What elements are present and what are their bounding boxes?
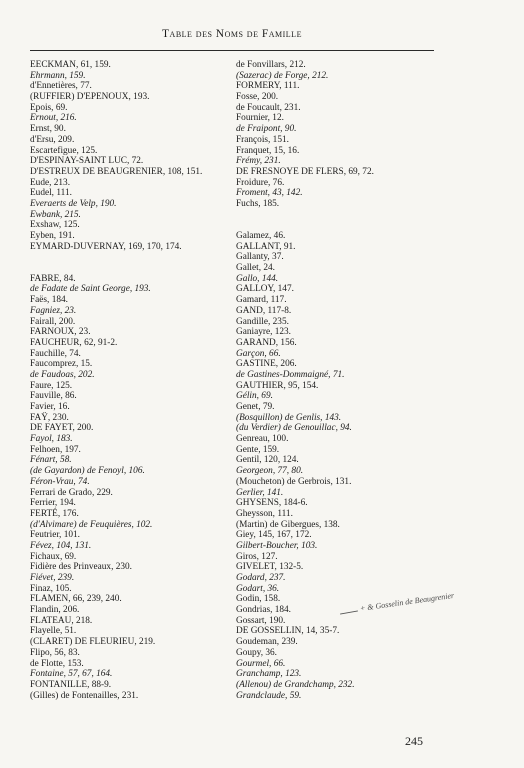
index-entry: Galamez, 46. xyxy=(236,231,286,241)
index-entry: FORMERY, 111. xyxy=(236,81,300,92)
index-entry: Godart, 36. xyxy=(236,583,280,594)
index-entry: Ewbank, 215. xyxy=(30,209,81,220)
index-entry: EECKMAN, 61, 159. xyxy=(30,60,111,70)
index-entry: FLAMEN, 66, 239, 240. xyxy=(30,594,122,605)
index-entry: Fayol, 183. xyxy=(30,434,73,445)
index-entry: GASTINE, 206. xyxy=(236,359,297,370)
section-gap xyxy=(236,220,436,231)
section-gap xyxy=(30,263,226,274)
index-entry: GIVELET, 132-5. xyxy=(236,562,304,573)
index-entry: Favier, 16. xyxy=(30,402,70,412)
index-entry: Georgeon, 77, 80. xyxy=(236,466,304,477)
index-entry: Feutrier, 101. xyxy=(30,530,80,541)
index-entry: GARAND, 156. xyxy=(236,337,297,348)
index-entry: Faure, 125. xyxy=(30,380,73,391)
index-entry: D'ESPINAY-SAINT LUC, 72. xyxy=(30,156,144,167)
index-entry: Gilbert-Boucher, 103. xyxy=(236,540,318,551)
index-entry: Féron-Vrau, 74. xyxy=(30,476,90,487)
index-entry: de Faudoas, 202. xyxy=(30,369,95,380)
index-entry: Franquet, 15, 16. xyxy=(236,145,300,156)
index-entry: FONTANILLE, 88-9. xyxy=(30,679,112,690)
index-entry: Gossart, 190. xyxy=(236,615,286,626)
index-entry: Godin, 158. xyxy=(236,594,281,605)
index-entry: (CLARET) DE FLEURIEU, 219. xyxy=(30,637,156,648)
index-entry: Fosse, 200. xyxy=(236,92,279,103)
index-entry: (RUFFIER) D'EPENOUX, 193. xyxy=(30,92,150,103)
index-entry: Fairall, 200. xyxy=(30,316,76,327)
index-entry: Grandclaude, 59. xyxy=(236,690,302,701)
index-entry: de Fonvillars, 212. xyxy=(236,60,306,70)
index-entry: Gallo, 144. xyxy=(236,273,279,284)
index-entry: de Flotte, 153. xyxy=(30,658,84,669)
index-entry: Ferrari de Grado, 229. xyxy=(30,487,113,498)
index-entry: Fagniez, 23. xyxy=(30,305,77,316)
index-entry: Giey, 145, 167, 172. xyxy=(236,530,312,541)
index-entry: Gallet, 24. xyxy=(236,263,275,274)
index-entry: Flipo, 56, 83. xyxy=(30,647,80,658)
index-entry: Ganiayre, 123. xyxy=(236,327,291,338)
index-entry: FERTÉ, 176. xyxy=(30,508,79,519)
index-entry: (du Verdier) de Genouillac, 94. xyxy=(236,423,352,434)
index-entry: (Sazerac) de Forge, 212. xyxy=(236,70,329,81)
index-entry: Ernout, 216. xyxy=(30,113,77,124)
index-entry: Gentil, 120, 124. xyxy=(236,455,299,466)
index-entry: d'Ennetières, 77. xyxy=(30,81,92,92)
index-entry: Finaz, 105. xyxy=(30,583,72,594)
index-entry: EYMARD-DUVERNAY, 169, 170, 174. xyxy=(30,241,182,252)
index-entry: Eude, 213. xyxy=(30,177,71,188)
index-entry: DE FAYET, 200. xyxy=(30,423,94,434)
index-entry: Gheysson, 111. xyxy=(236,508,293,519)
index-entry: FARNOUX, 23. xyxy=(30,327,91,338)
index-entry: Fontaine, 57, 67, 164. xyxy=(30,669,113,680)
index-entry: Févez, 104, 131. xyxy=(30,540,92,551)
index-entry: d'Ersu, 209. xyxy=(30,134,75,145)
index-entry: François, 151. xyxy=(236,134,289,145)
index-entry: Garçon, 66. xyxy=(236,348,281,359)
index-entry: Fénart, 58. xyxy=(30,455,72,466)
index-entry: (d'Alvimare) de Feuquières, 102. xyxy=(30,519,153,530)
index-entry: (Allenou) de Grandchamp, 232. xyxy=(236,679,355,690)
index-entry: Fauchille, 74. xyxy=(30,348,81,359)
index-entry: de Fadate de Saint George, 193. xyxy=(30,284,151,295)
section-gap xyxy=(236,210,436,221)
header-rule xyxy=(30,50,434,51)
index-entry: Faucomprez, 15. xyxy=(30,359,93,370)
index-entry: Granchamp, 123. xyxy=(236,669,302,680)
index-entry: (Moucheton) de Gerbrois, 131. xyxy=(236,476,352,487)
index-entry: D'ESTREUX DE BEAUGRENIER, 108, 151. xyxy=(30,166,203,177)
index-entry: Frémy, 231. xyxy=(236,156,281,167)
index-entry: Giros, 127. xyxy=(236,551,278,562)
index-entry: FABRE, 84. xyxy=(30,273,76,284)
index-entry: Flayelle, 51. xyxy=(30,626,77,637)
index-entry: Gondrias, 184. xyxy=(236,605,292,616)
index-entry: Gente, 159. xyxy=(236,444,280,455)
index-entry: DE GOSSELLIN, 14, 35-7. xyxy=(236,626,340,637)
page-header: Table des Noms de Famille xyxy=(162,28,302,40)
index-entry: GALLANT, 91. xyxy=(236,241,296,252)
index-entry: FLATEAU, 218. xyxy=(30,615,93,626)
index-entry: Epois, 69. xyxy=(30,102,68,113)
page-number: 245 xyxy=(405,734,423,748)
index-entry: Froment, 43, 142. xyxy=(236,188,303,199)
index-entry: Gerlier, 141. xyxy=(236,487,284,498)
index-entry: FAUCHEUR, 62, 91-2. xyxy=(30,337,118,348)
index-entry: de Fraipont, 90. xyxy=(236,124,297,135)
index-entry: Everaerts de Velp, 190. xyxy=(30,198,117,209)
index-entry: Escartefigue, 125. xyxy=(30,145,98,156)
index-entry: Genreau, 100. xyxy=(236,434,289,445)
index-entry: GAUTHIER, 95, 154. xyxy=(236,380,319,391)
index-entry: Gélin, 69. xyxy=(236,391,273,402)
index-entry: Gandille, 235. xyxy=(236,316,289,327)
index-entry: Faës, 184. xyxy=(30,295,68,306)
index-entry: Fournier, 12. xyxy=(236,113,284,124)
index-entry: Genet, 79. xyxy=(236,402,275,412)
index-entry: Ernst, 90. xyxy=(30,124,66,135)
index-entry: Gallanty, 37. xyxy=(236,252,284,263)
index-entry: DE FRESNOYE DE FLERS, 69, 72. xyxy=(236,166,374,177)
index-entry: Eyben, 191. xyxy=(30,231,75,241)
index-entry: Godard, 237. xyxy=(236,573,286,583)
index-entry: (Gilles) de Fontenailles, 231. xyxy=(30,690,139,701)
index-entry: (Bosquillon) de Genlis, 143. xyxy=(236,412,342,423)
handwritten-note: + & Gosselin de Beaugrenier xyxy=(359,590,455,613)
index-entry: Goupy, 36. xyxy=(236,647,277,658)
index-entry: Fuchs, 185. xyxy=(236,198,280,209)
index-entry: Gamard, 117. xyxy=(236,295,287,306)
index-entry: Ferrier, 194. xyxy=(30,498,76,509)
index-entry: de Foucault, 231. xyxy=(236,102,301,113)
index-entry: GALLOY, 147. xyxy=(236,284,294,295)
index-entry: (de Gayardon) de Fenoyl, 106. xyxy=(30,466,145,477)
index-entry: Froidure, 76. xyxy=(236,177,285,188)
index-entry: Fidière des Prinveaux, 230. xyxy=(30,562,132,573)
section-gap xyxy=(30,252,226,263)
index-column-left xyxy=(30,60,226,701)
index-entry: GHYSENS, 184-6. xyxy=(236,498,308,509)
index-entry: Flandin, 206. xyxy=(30,605,80,616)
index-entry: Eudel, 111. xyxy=(30,188,72,199)
index-entry: Fichaux, 69. xyxy=(30,551,77,562)
index-entry: de Gastines-Dommaigné, 71. xyxy=(236,369,345,380)
index-entry: Fauville, 86. xyxy=(30,391,77,402)
index-entry: FAŸ, 230. xyxy=(30,412,69,423)
index-entry: Exshaw, 125. xyxy=(30,220,80,231)
index-entry: Gourmel, 66. xyxy=(236,658,286,669)
index-entry: (Martin) de Gibergues, 138. xyxy=(236,519,340,530)
index-entry: Goudeman, 239. xyxy=(236,637,298,648)
index-entry: GAND, 117-8. xyxy=(236,305,292,316)
index-entry: Ehrmann, 159. xyxy=(30,70,86,81)
index-entry: Felhoen, 197. xyxy=(30,444,81,455)
index-entry: Fiévet, 239. xyxy=(30,573,75,583)
